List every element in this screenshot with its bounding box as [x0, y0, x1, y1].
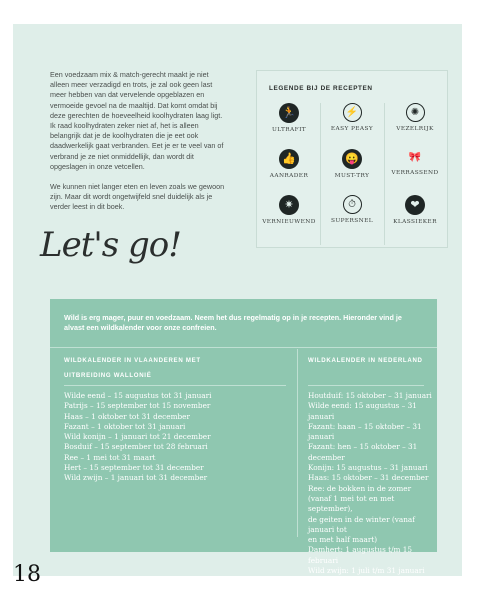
legend-title: LEGENDE BIJ DE RECEPTEN [269, 85, 373, 92]
tongue-icon: 😛 [342, 149, 362, 169]
thumbs-up-icon: 👍 [279, 149, 299, 169]
runner-icon: 🏃 [279, 103, 299, 123]
stopwatch-icon: ⏱ [343, 195, 362, 214]
legend-label: VEZELRIJK [396, 126, 434, 132]
flanders-heading: WILDKALENDER IN VLAANDEREN MET UITBREIDING WALLONIË [64, 357, 201, 379]
legend-item-aanrader [258, 149, 320, 179]
legend-label: VERRASSEND [391, 170, 439, 176]
legend-label: SUPERSNEL [330, 218, 374, 224]
sparkle-icon: ✷ [279, 195, 299, 215]
fiber-icon: ✺ [406, 103, 425, 122]
bow-icon: 🎀 [408, 151, 422, 163]
intro-paragraph-1: Een voedzaam mix & match-gerecht maakt je niet alleen meer verzadigd en trots, je zal ook geen last meer hebben van dat vervelende opgeblazen en vermoeide gevoel na de maaltijd. Dat komt omdat bij deze gerechten de hoeveelheid koolhydraten laag ligt. Ik raad koolhydraten zeker niet af, het is alleen belangrijk dat je de koolhydraten die je eet ook daadwerkelijk gaat verbranden. Eet je er te veel van of verbrand je ze niet onmiddellijk, dan wordt dit opgeslagen in onze vetcellen. [50, 70, 224, 171]
divider [50, 347, 437, 348]
legend-label: MUST-TRY [334, 173, 370, 179]
lets-go-signature: Let's go! [40, 225, 181, 265]
legend-item-vezelrijk [384, 103, 446, 132]
divider [64, 385, 286, 386]
game-calendar-box [50, 299, 437, 596]
netherlands-calendar-list: Houtduif: 15 oktober – 31 januari Wilde eend: 15 augustus – 31 januari Fazant: haan – 15 oktober – 31 januari Fazant: hen – 15 oktober – 31 december Konijn: 15 augustus – 31 januari Haas: 15 oktober – 31 december Ree: de bokken in de zomer (vanaf 1 mei tot en met september), de geiten in de winter (vanaf januari tot en met half maart) Damhert: 1 augustus t/m 15 februari Wild zwijn: 1 juli t/m 31 januari Edelhert: 1 augustus t/m 15 februari [308, 391, 432, 596]
legend-item-verrassend [384, 149, 446, 176]
legend-item-must-try [321, 149, 383, 179]
intro-paragraph-2: We kunnen niet langer eten en leven zoals we gewoon zijn. Maar dit wordt ongetwijfeld snel duidelijk als je verder leest in dit boek. [50, 182, 225, 212]
divider [308, 385, 424, 386]
legend-item-easy-peasy [321, 103, 383, 132]
lightning-icon: ⚡ [343, 103, 362, 122]
legend-label: AANRADER [269, 173, 309, 179]
column-divider [297, 349, 298, 537]
heart-icon: ❤ [405, 195, 425, 215]
page-number: 18 [13, 562, 41, 587]
intro-text [50, 70, 228, 223]
game-lead-text: Wild is erg mager, puur en voedzaam. Neem het dus regelmatig op in je recepten. Hieronder vind je alvast een wildkalender voor onze confreien. [64, 313, 402, 333]
legend-label: ULTRAFIT [271, 127, 307, 133]
legend-item-supersnel [321, 195, 383, 224]
netherlands-heading: WILDKALENDER IN NEDERLAND [308, 357, 423, 364]
legend-label: VERNIEUWEND [262, 219, 316, 225]
legend-label: KLASSIEKER [393, 219, 437, 225]
legend-item-vernieuwend [258, 195, 320, 225]
recipe-legend [256, 70, 448, 248]
legend-item-ultrafit [258, 103, 320, 133]
flanders-calendar-list: Wilde eend – 15 augustus tot 31 januari Patrijs – 15 september tot 15 november Haas – 1 oktober tot 31 december Fazant – 1 oktober tot 31 januari Wild konijn – 1 januari tot 21 december Bosduif – 15 september tot 28 februari Ree – 1 mei tot 31 maart Hert – 15 september tot 31 december Wild zwijn – 1 januari tot 31 december [64, 391, 212, 483]
legend-label: EASY PEASY [330, 126, 374, 132]
legend-item-klassieker [384, 195, 446, 225]
